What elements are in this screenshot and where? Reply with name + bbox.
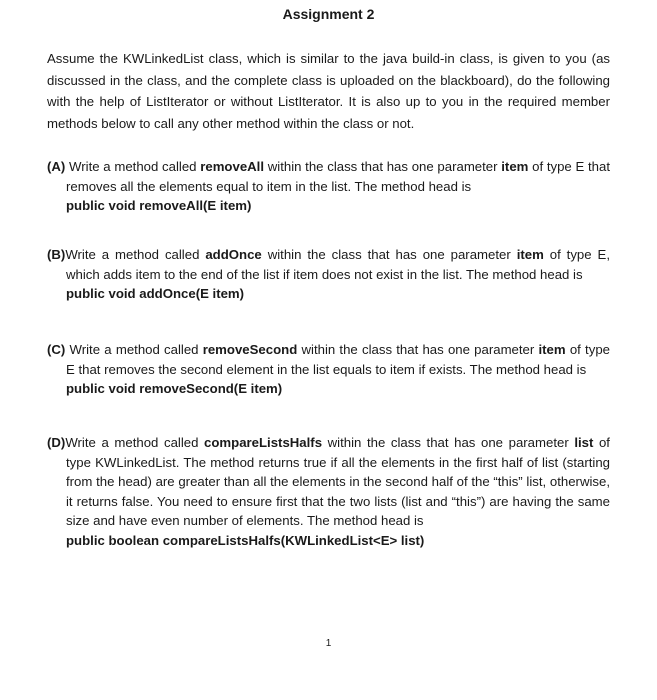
question-c-text-3: of type E that removes the second element in the list equals to item if exists. The method head is xyxy=(66,342,610,377)
question-a-text-2: within the class that has one parameter xyxy=(264,159,502,174)
question-b-param: item xyxy=(516,247,544,262)
question-b-method: addOnce xyxy=(205,247,262,262)
question-d-text-2: within the class that has one parameter xyxy=(322,435,575,450)
question-b-text-1: Write a method called xyxy=(65,247,206,262)
question-b xyxy=(47,245,610,304)
question-d-text-1: Write a method called xyxy=(65,435,205,450)
question-d-param: list xyxy=(574,435,594,450)
question-b-text-2: within the class that has one parameter xyxy=(261,247,517,262)
question-c-text-2: within the class that has one parameter xyxy=(297,342,539,357)
question-a-label: (A) xyxy=(47,159,66,174)
question-c-label: (C) xyxy=(47,342,66,357)
question-b-text-3: of type E, which adds item to the end of the list if item does not exist in the list. The method head is xyxy=(66,247,610,282)
question-b-text xyxy=(47,245,610,284)
question-a-param: item xyxy=(501,159,529,174)
intro-paragraph: Assume the KWLinkedList class, which is similar to the java build-in class, is given to you (as discussed in the class, and the complete class is uploaded on the blackboard), do the following with the help of ListIterator or without ListIterator. It is also up to you in the required member methods below to call any other method within the class or not. xyxy=(47,51,610,131)
page-number: 1 xyxy=(325,638,332,649)
question-a xyxy=(47,157,610,216)
question-c-text xyxy=(47,340,610,379)
question-d-signature: public boolean compareListsHalfs(KWLinkedList<E> list) xyxy=(66,532,425,548)
question-a-text-3: of type E that removes all the elements equal to item in the list. The method head is xyxy=(66,159,610,194)
question-a-text-1: Write a method called xyxy=(65,159,201,174)
question-a-text xyxy=(47,157,610,196)
question-d-label: (D) xyxy=(47,435,66,450)
question-d-text-3: of type KWLinkedList. The method returns true if all the elements in the first half of list (starting from the head) are greater than all the elements in the second half of the “this” list, otherwise, it returns false. You need to ensure first that the two lists (list and “this”) are having the same size and have even number of elements. The method head is xyxy=(66,435,610,528)
question-a-method: removeAll xyxy=(200,159,265,174)
question-d-text xyxy=(47,433,610,531)
question-c-text-1: Write a method called xyxy=(65,342,203,357)
question-d-method: compareListsHalfs xyxy=(204,435,323,450)
question-b-signature: public void addOnce(E item) xyxy=(66,286,245,301)
question-a-signature: public void removeAll(E item) xyxy=(66,198,252,213)
question-c-signature: public void removeSecond(E item) xyxy=(66,381,283,396)
question-c xyxy=(47,340,610,399)
page-title: Assignment 2 xyxy=(282,6,375,22)
question-d xyxy=(47,433,610,550)
question-b-label: (B) xyxy=(47,247,66,262)
question-c-param: item xyxy=(538,342,566,357)
question-c-method: removeSecond xyxy=(202,342,298,357)
